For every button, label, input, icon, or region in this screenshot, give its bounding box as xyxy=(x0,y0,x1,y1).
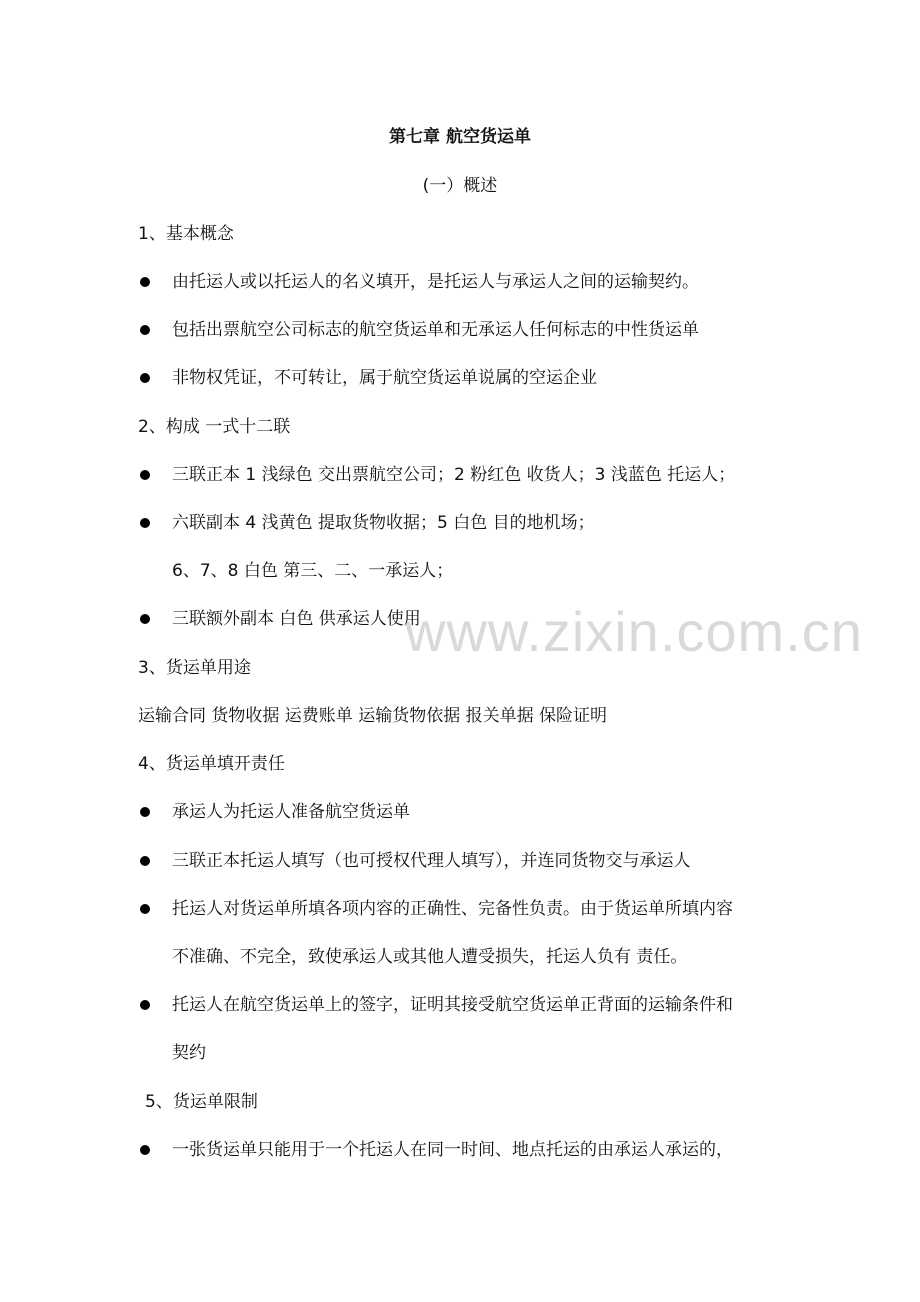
bullet-item: 非物权凭证，不可转让，属于航空货运单说属的空运企业 xyxy=(172,368,597,388)
bullet-continuation: 契约 xyxy=(172,1043,206,1063)
section-heading: 3、货运单用途 xyxy=(138,658,251,678)
bullet-item: 一张货运单只能用于一个托运人在同一时间、地点托运的由承运人承运的， xyxy=(172,1140,733,1160)
usage-list: 运输合同 货物收据 运费账单 运输货物依据 报关单据 保险证明 xyxy=(138,706,608,726)
bullet-item: 六联副本 4 浅黄色 提取货物收据；5 白色 目的地机场； xyxy=(172,513,595,533)
bullet-dot xyxy=(140,277,150,287)
bullet-item: 托运人在航空货运单上的签字，证明其接受航空货运单正背面的运输条件和 xyxy=(172,995,733,1015)
page-title: 第七章 航空货运单 xyxy=(389,127,531,147)
watermark: www.zixin.com.cn xyxy=(405,600,863,663)
section-heading: 4、货运单填开责任 xyxy=(138,754,285,774)
bullet-dot xyxy=(140,614,150,624)
bullet-item: 包括出票航空公司标志的航空货运单和无承运人任何标志的中性货运单 xyxy=(172,320,699,340)
bullet-item: 承运人为托运人准备航空货运单 xyxy=(172,802,410,822)
bullet-dot xyxy=(140,373,150,383)
section-subtitle: (一）概述 xyxy=(422,176,498,196)
bullet-dot xyxy=(140,1000,150,1010)
section-heading: 1、基本概念 xyxy=(138,224,234,244)
bullet-item: 由托运人或以托运人的名义填开，是托运人与承运人之间的运输契约。 xyxy=(172,272,699,292)
bullet-dot xyxy=(140,325,150,335)
bullet-dot xyxy=(140,904,150,914)
bullet-continuation: 6、7、8 白色 第三、二、一承运人； xyxy=(172,561,454,581)
bullet-dot xyxy=(140,856,150,866)
bullet-item: 三联正本托运人填写（也可授权代理人填写），并连同货物交与承运人 xyxy=(172,851,691,871)
bullet-item: 三联正本 1 浅绿色 交出票航空公司；2 粉红色 收货人；3 浅蓝色 托运人； xyxy=(172,465,736,485)
bullet-item: 托运人对货运单所填各项内容的正确性、完备性负责。由于货运单所填内容 xyxy=(172,899,733,919)
section-heading: 2、构成 一式十二联 xyxy=(138,417,291,437)
section-heading: 5、货运单限制 xyxy=(145,1092,258,1112)
bullet-dot xyxy=(140,807,150,817)
bullet-dot xyxy=(140,1145,150,1155)
bullet-item: 三联额外副本 白色 供承运人使用 xyxy=(172,609,421,629)
bullet-continuation: 不准确、不完全，致使承运人或其他人遭受损失，托运人负有 责任。 xyxy=(172,947,688,967)
bullet-dot xyxy=(140,470,150,480)
bullet-dot xyxy=(140,518,150,528)
